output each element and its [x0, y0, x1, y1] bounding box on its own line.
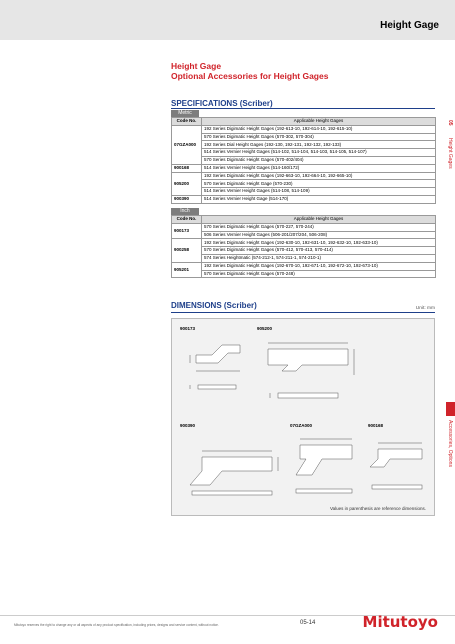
dimensions-note: Values in parenthesis are reference dimensions. — [330, 506, 426, 511]
metric-code-cell: 905200 — [172, 172, 202, 195]
side-marker — [446, 402, 455, 416]
page-heading — [171, 61, 328, 81]
dimensions-title: DIMENSIONS (Scriber) — [171, 301, 257, 310]
metric-app-cell: 514 Series Vernier Height Gages (514-108, 514-109) — [202, 188, 436, 196]
metric-row — [172, 195, 436, 203]
metric-header-row — [172, 118, 436, 126]
inch-row — [172, 254, 436, 262]
inch-app-cell: 192 Series Digimatic Height Gages (192-630-10, 192-631-10, 192-632-10, 192-633-10) — [202, 239, 436, 247]
inch-row — [172, 247, 436, 255]
heading-line-1: Height Gage — [171, 61, 222, 71]
metric-table — [171, 117, 436, 204]
inch-code-cell: 900258 — [172, 239, 202, 262]
page-header-bar — [0, 0, 455, 40]
inch-row — [172, 270, 436, 278]
metric-row — [172, 172, 436, 180]
side-tab-height-gages: Height Gages — [447, 138, 453, 169]
inch-code-cell: 905201 — [172, 262, 202, 278]
page-number: 05-14 — [300, 620, 316, 626]
drawing-label-900173: 900173 — [180, 326, 196, 331]
inch-app-cell: 192 Series Digimatic Height Gages (192-670-10, 192-671-10, 192-672-10, 192-673-10) — [202, 262, 436, 270]
metric-label: Metric — [171, 110, 199, 117]
metric-app-cell: 192 Series Digimatic Height Gages (192-613-10, 192-614-10, 192-615-10) — [202, 125, 436, 133]
metric-row — [172, 125, 436, 133]
metric-app-cell: 570 Series Digimatic Height Gages (570-302, 570-304) — [202, 133, 436, 141]
inch-app-cell: 574 Series Heightmatic (574-212-1, 574-211-1, 574-210-1) — [202, 254, 436, 262]
footer-disclaimer: Mitutoyo reserves the right to change any or all aspects of any product specification, including prices, designs and service content, without notice. — [14, 623, 219, 627]
inch-app-cell: 570 Series Digimatic Height Gages (570-227, 570-244) — [202, 223, 436, 231]
drawing-label-905200: 905200 — [257, 326, 273, 331]
inch-row — [172, 239, 436, 247]
metric-app-cell: 514 Series Vernier Height Gages (514-102, 514-104, 514-103, 514-105, 514-107) — [202, 149, 436, 157]
unit-label: Unit: mm — [415, 306, 435, 311]
metric-col-code: Code No. — [172, 118, 202, 126]
inch-row — [172, 223, 436, 231]
inch-app-cell: 506 Series Vernier Height Gages (506-201/207/204, 506-208) — [202, 231, 436, 239]
inch-col-app: Applicable Height Gages — [202, 216, 436, 224]
metric-row — [172, 141, 436, 149]
inch-col-code: Code No. — [172, 216, 202, 224]
metric-app-cell: 514 Series Vernier Height Gage (514-170) — [202, 195, 436, 203]
metric-code-cell: 07GZA000 — [172, 125, 202, 164]
dim-rule — [171, 312, 435, 313]
inch-app-cell: 570 Series Digimatic Height Gages (570-248) — [202, 270, 436, 278]
inch-code-cell: 900173 — [172, 223, 202, 239]
metric-app-cell: 570 Series Digimatic Height Gages (570-402/404) — [202, 156, 436, 164]
brand-logo: Mitutoyo — [362, 613, 438, 631]
metric-app-cell: 570 Series Digimatic Height Gage (570-230) — [202, 180, 436, 188]
metric-col-app: Applicable Height Gages — [202, 118, 436, 126]
drawing-label-900168: 900168 — [368, 423, 384, 428]
metric-app-cell: 192 Series Digimatic Height Gages (192-663-10, 192-664-10, 192-665-10) — [202, 172, 436, 180]
metric-code-cell: 900168 — [172, 164, 202, 172]
inch-row — [172, 262, 436, 270]
metric-app-cell: 192 Series Dial Height Gages (192-130, 192-131, 192-132, 192-133) — [202, 141, 436, 149]
side-tab-accessories: Accessories, Options — [447, 420, 453, 467]
dimensions-drawing-panel — [171, 318, 435, 516]
metric-row — [172, 164, 436, 172]
inch-table — [171, 215, 436, 278]
dimension-drawings — [172, 319, 436, 517]
metric-row — [172, 133, 436, 141]
metric-row — [172, 180, 436, 188]
drawing-label-07GZA000: 07GZA000 — [290, 423, 313, 428]
metric-row — [172, 149, 436, 157]
inch-app-cell: 570 Series Digimatic Height Gages (570-412, 570-413, 570-414) — [202, 247, 436, 255]
drawing-label-900390: 900390 — [180, 423, 196, 428]
heading-line-2: Optional Accessories for Height Gages — [171, 71, 329, 81]
metric-code-cell: 900390 — [172, 195, 202, 203]
spec-rule — [171, 108, 435, 109]
metric-row — [172, 156, 436, 164]
inch-label: Inch — [171, 208, 199, 215]
inch-header-row — [172, 216, 436, 224]
specifications-title: SPECIFICATIONS (Scriber) — [171, 99, 273, 108]
metric-app-cell: 514 Series Vernier Height Gages (514-160/172) — [202, 164, 436, 172]
side-chapter-number: 05 — [447, 120, 453, 126]
page-header-title: Height Gage — [380, 20, 439, 31]
metric-row — [172, 188, 436, 196]
inch-row — [172, 231, 436, 239]
